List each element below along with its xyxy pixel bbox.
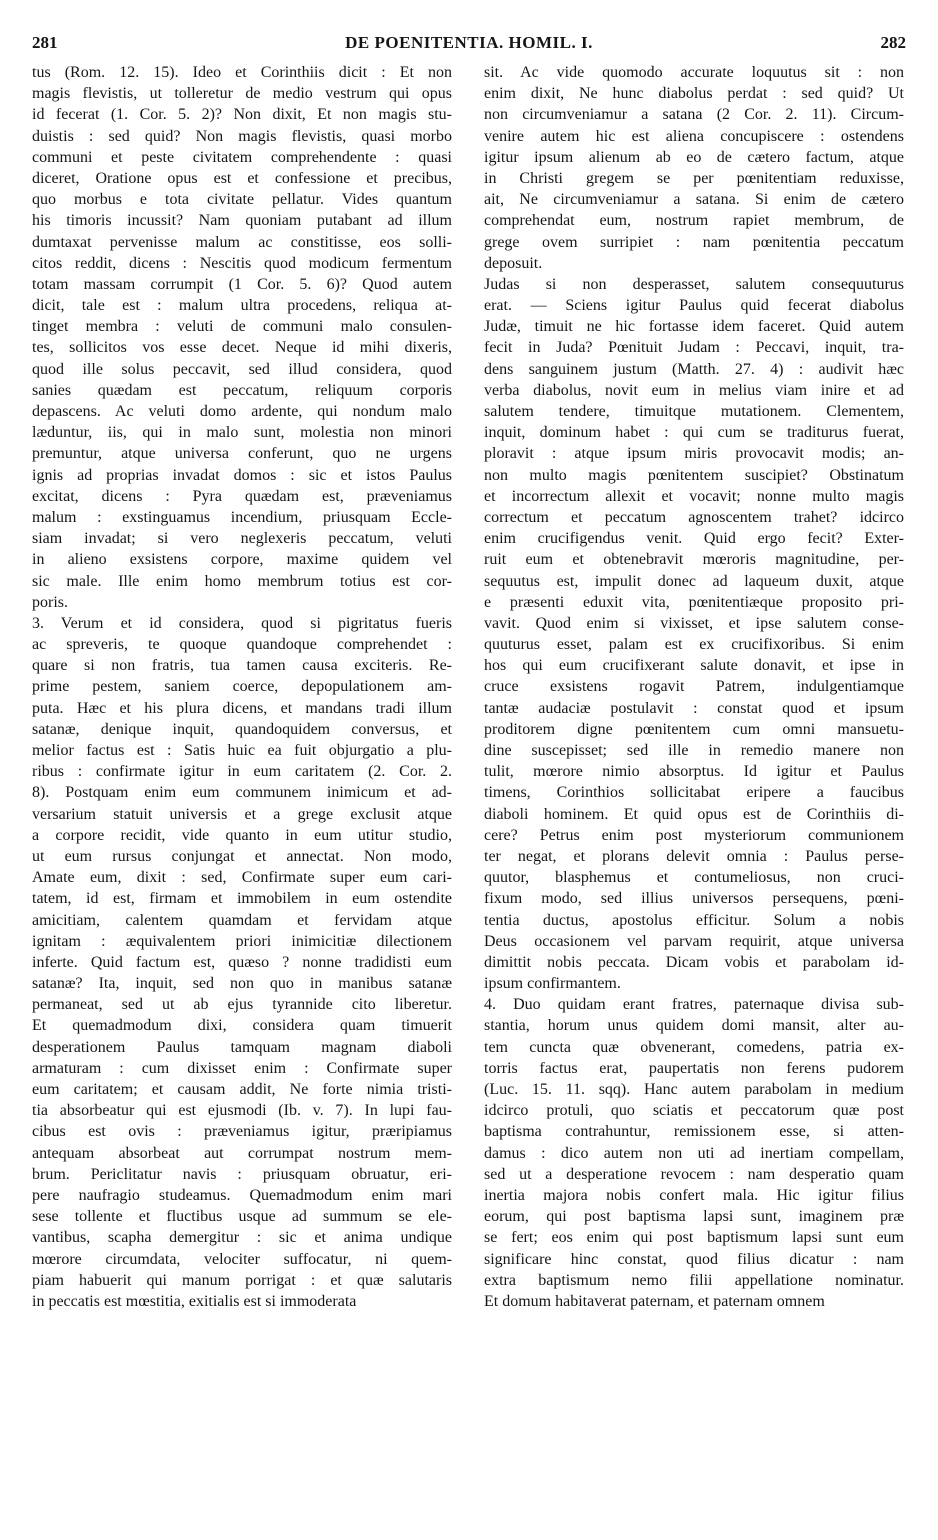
- text-line: ignis ad proprias invadat domos : sic et istos Paulus: [32, 466, 452, 484]
- text-line: quod ille solus peccavit, sed illud considera, quod: [32, 360, 452, 378]
- text-line: tulit, mœrore nimio absorptus. Id igitur et Paulus: [484, 763, 904, 781]
- text-line: siam invadat; si vero neglexeris peccatum, veluti: [32, 530, 452, 548]
- text-line: Et quemadmodum dixi, considera quam timuerit: [32, 1017, 452, 1035]
- text-line: piam habuerit qui manum porrigat : et quæ salutaris: [32, 1271, 452, 1289]
- text-line: mœrore circumdata, velociter suffocatur, ni quem-: [32, 1250, 452, 1268]
- text-line: satanæ? Ita, inquit, sed non quo in manibus satanæ: [32, 975, 452, 993]
- text-line: his timoris incussit? Nam quoniam putabant ad illum: [32, 212, 452, 230]
- text-line: eum caritatem; et causam addit, Ne forte nimia tristi-: [32, 1081, 452, 1098]
- text-line: dicit, tale est : malum ultra procedens, reliqua at-: [32, 297, 452, 315]
- text-line: quare si non fratris, tua tamen causa exciteris. Re-: [32, 657, 452, 675]
- text-line: enim crucifigendus venit. Quid ergo fecit? Exter-: [484, 530, 904, 548]
- text-line: tem cuncta quæ obvenerant, comedens, patria ex-: [484, 1038, 904, 1056]
- text-line: quutor, blasphemus et contumeliosus, non cruci-: [484, 869, 904, 887]
- text-line: melior factus est : Satis huic ea fuit objurgatio a plu-: [32, 742, 452, 759]
- text-line: sanies quædam est peccatum, reliquum corporis: [32, 381, 452, 399]
- text-line: fixum modo, sed illius universos persequens, pœni-: [484, 890, 904, 908]
- text-line: versarium statuit universis et a grege exclusit atque: [32, 805, 452, 823]
- text-line: 3. Verum et id considera, quod si pigritatus fueris: [32, 614, 452, 632]
- text-line: amicitiam, calentem quamdam et fervidam atque: [32, 911, 452, 929]
- text-line: ignitam : æquivalentem priori inimicitiæ dilectionem: [32, 932, 452, 950]
- text-line: citos reddit, dicens : Nescitis quod modicum fermentum: [32, 254, 452, 272]
- text-line: ac spreveris, te quoque quandoque comprehendet :: [32, 636, 452, 654]
- text-line: correctum et peccatum agnoscentem trahet? idcirco: [484, 508, 904, 526]
- text-line: sit. Ac vide quomodo accurate loquutus sit : non: [484, 64, 904, 81]
- text-line: torris factus erat, paupertatis non ferens pudorem: [484, 1059, 904, 1077]
- text-line: communi et peste civitatem comprehendente : quasi: [32, 148, 452, 166]
- text-line: dimittit nobis peccata. Dicam vobis et parabolam id-: [484, 953, 904, 971]
- text-line: inferte. Quid factum est, quæso ? nonne tradidisti eum: [32, 953, 452, 971]
- text-line: desperationem Paulus tamquam magnam diaboli: [32, 1038, 452, 1056]
- text-line: tentia ductus, apostolus efficitur. Solum a nobis: [484, 911, 904, 929]
- text-line: significare hinc constat, quod filius dicatur : nam: [484, 1250, 904, 1268]
- text-line: ut eum rursus conjungat et annectat. Non modo,: [32, 847, 452, 865]
- text-line: Judas si non desperasset, salutem consequuturus: [484, 275, 904, 293]
- text-line: magis flevistis, ut tolleretur de medio vestrum qui opus: [32, 85, 452, 103]
- text-line: deposuit.: [484, 254, 543, 272]
- text-line: a corpore recidit, vide quanto in eum utitur studio,: [32, 826, 452, 844]
- text-line: Deus occasionem vel parvam requirit, atque universa: [484, 932, 904, 950]
- text-line: Judæ, timuit ne hic fortasse idem faceret. Quid autem: [484, 318, 904, 336]
- text-line: in peccatis est mœstitia, exitialis est si immoderata: [32, 1292, 357, 1310]
- text-line: idcirco protuli, quo sciatis et peccatorum quæ post: [484, 1102, 904, 1120]
- text-line: hos qui eum crucifixerant salute donavit, et ipse in: [484, 657, 904, 675]
- text-line: sed ut a desperatione revocem : nam desperatio quam: [484, 1165, 904, 1183]
- text-line: antequam absorbeat aut corrumpat nostrum mem-: [32, 1144, 452, 1162]
- text-line: extra baptismum nemo filii appellatione nominatur.: [484, 1271, 904, 1289]
- text-line: puta. Hæc et his plura dicens, et mandans tradi illum: [32, 699, 452, 717]
- text-line: satanæ, denique inquit, quandoquidem conversus, et: [32, 720, 452, 738]
- text-line: brum. Periclitatur navis : priusquam obruatur, eri-: [32, 1165, 452, 1183]
- text-line: dumtaxat pervenisse malum ac constitisse, eos solli-: [32, 233, 452, 251]
- text-line: baptisma contrahuntur, remissionem esse, si atten-: [484, 1123, 904, 1141]
- text-line: cere? Petrus enim post mysteriorum communionem: [484, 826, 904, 844]
- text-line: inquit, dominum habet : qui cum se traditurus fuerat,: [484, 424, 904, 442]
- text-line: depascens. Ac veluti domo ardente, qui nondum malo: [32, 403, 452, 420]
- text-line: ribus : confirmate igitur in eum caritatem (2. Cor. 2.: [32, 763, 452, 781]
- text-line: tia absorbeatur qui est ejusmodi (Ib. v. 7). In lupi fau-: [32, 1102, 452, 1120]
- text-line: tatem, id est, firmam et immobilem in eum ostendite: [32, 890, 452, 908]
- text-line: cruce exsistens rogavit Patrem, indulgentiamque: [484, 678, 904, 696]
- text-line: vantibus, scapha demergitur : sic et anima undique: [32, 1229, 452, 1247]
- text-line: dens sanguinem justum (Matth. 27. 4) : audivit hæc: [484, 360, 904, 378]
- page-header: [32, 33, 906, 57]
- text-line: fecit in Juda? Pœnituit Judam : Peccavi, inquit, tra-: [484, 339, 904, 357]
- text-line: ter negat, et plorans delevit omnia : Paulus perse-: [484, 847, 904, 865]
- text-line: in Christi gregem se per pœnitentiam reduxisse,: [484, 169, 904, 187]
- text-line: sequutus est, impulit donec ad laqueum duxit, atque: [484, 572, 904, 590]
- right-column: [484, 62, 904, 1312]
- text-line: cibus est ovis : præveniamus igitur, præripiamus: [32, 1123, 452, 1141]
- text-line: malum : exstinguamus incendium, priusquam Eccle-: [32, 508, 452, 526]
- text-line: igitur ipsum alienum ab eo de cætero factum, atque: [484, 148, 904, 166]
- text-line: damus : dico autem non uti ad inertiam compellam,: [484, 1144, 904, 1162]
- text-line: id fecerat (1. Cor. 5. 2)? Non dixit, Et non magis stu-: [32, 106, 452, 124]
- text-line: se fert; eos enim qui post baptismum lapsi sunt eum: [484, 1229, 904, 1247]
- text-line: Amate eum, dixit : sed, Confirmate super eum cari-: [32, 869, 452, 887]
- text-line: grege ovem surripiet : nam pœnitentia peccatum: [484, 233, 904, 251]
- left-column: [32, 62, 452, 1312]
- text-line: non circumveniamur a satana (2 Cor. 2. 11). Circum-: [484, 106, 904, 124]
- text-line: permaneat, sed ut ab ejus tyrannide cito liberetur.: [32, 996, 452, 1014]
- text-line: erat. — Sciens igitur Paulus quid fecerat diabolus: [484, 297, 904, 315]
- text-line: in alieno exsistens corpore, maxime quidem vel: [32, 551, 452, 569]
- text-line: excitat, dicens : Pyra quædam est, præveniamus: [32, 487, 452, 505]
- text-line: inertia majora nobis confert mala. Hic igitur filius: [484, 1186, 904, 1204]
- text-line: tes, sollicitos vos esse decet. Neque id mihi dixeris,: [32, 339, 452, 357]
- text-line: 4. Duo quidam erant fratres, paternaque divisa sub-: [484, 996, 904, 1014]
- text-line: non multo magis pœnitentem suscipiet? Obstinatum: [484, 466, 904, 484]
- text-line: ait, Ne circumveniamur a satana. Si enim de cætero: [484, 191, 904, 209]
- text-line: totam massam corrumpit (1 Cor. 5. 6)? Quod autem: [32, 275, 452, 293]
- text-line: tantæ audaciæ postulavit : constat quod et ipsum: [484, 699, 904, 717]
- page-number-left: 281: [32, 33, 58, 52]
- text-line: et incorrectum allexit et vocavit; nonne multo magis: [484, 487, 904, 505]
- text-line: enim dixit, Ne hunc diabolus perdat : sed quid? Ut: [484, 85, 904, 103]
- text-line: quo morbus e tota civitate pellatur. Vides quantum: [32, 191, 452, 209]
- text-line: sic male. Ille enim homo membrum totius est cor-: [32, 572, 452, 590]
- text-line: 8). Postquam enim eum communem inimicum et ad-: [32, 784, 452, 802]
- text-line: eorum, qui post baptisma lapsi sunt, imaginem præ: [484, 1208, 904, 1226]
- text-line: sese tollente et fluctibus usque ad summum se ele-: [32, 1208, 452, 1226]
- text-line: prime pestem, saniem coerce, depopulationem am-: [32, 678, 452, 696]
- text-line: comprehendat eum, nostrum rapiet membrum, de: [484, 212, 904, 230]
- text-line: dine suscepisset; sed ille in remedio manere non: [484, 742, 904, 759]
- text-line: venire autem hic est aliena concupiscere : ostendens: [484, 127, 904, 145]
- text-line: Et domum habitaverat paternam, et paternam omnem: [484, 1292, 825, 1310]
- text-line: armaturam : cum dixisset enim : Confirmate super: [32, 1059, 452, 1077]
- page-number-right: 282: [880, 33, 906, 52]
- text-line: tinget membra : veluti de communi malo consulen-: [32, 318, 452, 336]
- text-line: diaboli hominem. Et quid opus est de Corinthiis di-: [484, 805, 904, 823]
- text-line: (Luc. 15. 11. sqq). Hanc autem parabolam in medium: [484, 1081, 904, 1098]
- text-line: quuturus esset, palam est ex crucifixoribus. Si enim: [484, 636, 904, 654]
- text-line: ipsum confirmantem.: [484, 975, 621, 993]
- text-line: verba diabolus, novit eum in melius viam inire et ad: [484, 381, 904, 399]
- text-line: proditorem digne pœnitentem cum omni mansuetu-: [484, 720, 904, 738]
- text-line: pere naufragio studeamus. Quemadmodum enim mari: [32, 1186, 452, 1204]
- text-line: e præsenti eduxit vita, pœnitentiæque proposito pri-: [484, 593, 904, 611]
- running-title: DE POENITENTIA. HOMIL. I.: [345, 33, 593, 52]
- text-line: ploravit : atque ipsum miris provocavit modis; an-: [484, 445, 904, 463]
- text-line: stantia, horum unus quidem domi mansit, alter au-: [484, 1017, 904, 1035]
- text-line: salutem tendere, timuitque mutationem. Clementem,: [484, 403, 904, 420]
- text-line: timens, Corinthios sollicitabat eripere a faucibus: [484, 784, 904, 802]
- text-line: ruit eum et obtenebravit mœroris magnitudine, per-: [484, 551, 904, 569]
- text-line: vavit. Quod enim si vixisset, et ipse salutem conse-: [484, 614, 904, 632]
- text-line: læduntur, iis, qui in malo sunt, molestia non minori: [32, 424, 452, 442]
- text-line: diceret, Oratione opus est et confessione et precibus,: [32, 169, 452, 187]
- text-line: duistis : sed quid? Non magis flevistis, quasi morbo: [32, 127, 452, 145]
- text-line: poris.: [32, 593, 68, 611]
- text-line: tus (Rom. 12. 15). Ideo et Corinthiis dicit : Et non: [32, 64, 452, 81]
- text-line: premuntur, atque universa conferunt, quo ne urgens: [32, 445, 452, 463]
